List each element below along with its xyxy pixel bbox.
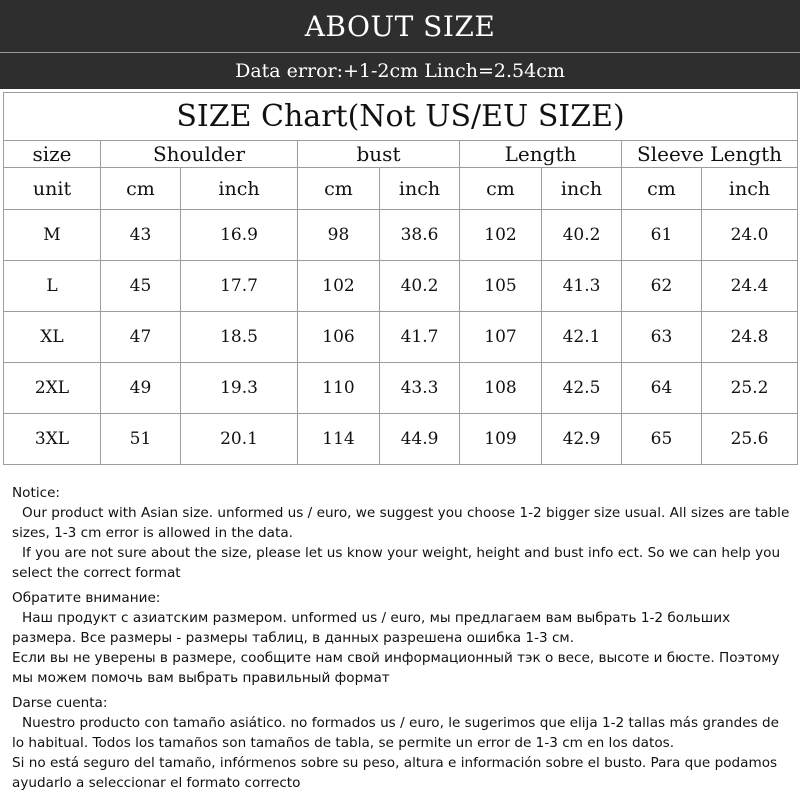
table-row: [4, 210, 798, 261]
table-cell: 42.1: [542, 312, 622, 363]
column-header-bust: bust: [298, 140, 460, 168]
table-cell: 114: [298, 414, 380, 465]
notice-text-en: Our product with Asian size. unformed us / euro, we suggest you choose 1-2 bigger size usual. All sizes are table sizes, 1-3 cm error is allowed in the data.: [12, 505, 790, 541]
table-cell: 62: [622, 261, 702, 312]
notice-section: [12, 483, 792, 793]
table-cell: 45: [101, 261, 181, 312]
unit-row: [4, 168, 798, 210]
notice-heading-ru: Обратите внимание:: [12, 590, 161, 606]
table-cell: 20.1: [181, 414, 298, 465]
notice-text-ru: Наш продукт с азиатским размером. unformed us / euro, мы предлагаем вам выбрать 1-2 больших размера. Все размеры - размеры таблиц, в данных разрешена ошибка 1-3 см.: [12, 610, 731, 646]
unit-cell: cm: [298, 168, 380, 210]
table-cell: 43: [101, 210, 181, 261]
table-cell: 107: [460, 312, 542, 363]
notice-text-ru: Если вы не уверены в размере, сообщите нам свой информационный тэк о весе, высоте и бюсте. Поэтому мы можем помочь вам выбрать правильный формат: [12, 650, 780, 686]
table-cell: 17.7: [181, 261, 298, 312]
table-cell: 25.6: [702, 414, 798, 465]
unit-cell: cm: [101, 168, 181, 210]
table-cell: 43.3: [380, 363, 460, 414]
notice-text-es: Nuestro producto con tamaño asiático. no formados us / euro, le sugerimos que elija 1-2 tallas más grandes de lo habitual. Todos los tamaños son tamaños de tabla, se permite un error de 1-3 cm en los datos.: [12, 715, 779, 751]
table-cell: 61: [622, 210, 702, 261]
header-row: [4, 140, 798, 168]
table-cell: 98: [298, 210, 380, 261]
table-cell: 25.2: [702, 363, 798, 414]
unit-cell: cm: [460, 168, 542, 210]
table-cell: 65: [622, 414, 702, 465]
table-cell: 19.3: [181, 363, 298, 414]
table-cell: 64: [622, 363, 702, 414]
table-cell: 102: [298, 261, 380, 312]
table-cell: 102: [460, 210, 542, 261]
table-cell: 18.5: [181, 312, 298, 363]
table-cell: 108: [460, 363, 542, 414]
table-cell: 41.3: [542, 261, 622, 312]
table-cell: 49: [101, 363, 181, 414]
table-cell: 109: [460, 414, 542, 465]
table-cell: 63: [622, 312, 702, 363]
table-cell: 40.2: [542, 210, 622, 261]
table-cell: 44.9: [380, 414, 460, 465]
size-label: XL: [4, 312, 101, 363]
table-cell: 42.9: [542, 414, 622, 465]
unit-cell: cm: [622, 168, 702, 210]
column-header-shoulder: Shoulder: [101, 140, 298, 168]
table-cell: 38.6: [380, 210, 460, 261]
table-cell: 51: [101, 414, 181, 465]
table-cell: 41.7: [380, 312, 460, 363]
unit-cell: inch: [380, 168, 460, 210]
size-label: L: [4, 261, 101, 312]
notice-heading-en: Notice:: [12, 485, 61, 501]
size-chart-title: SIZE Chart(Not US/EU SIZE): [4, 93, 798, 141]
size-label: M: [4, 210, 101, 261]
table-cell: 40.2: [380, 261, 460, 312]
column-header-size: size: [4, 140, 101, 168]
unit-label: unit: [4, 168, 101, 210]
unit-cell: inch: [702, 168, 798, 210]
column-header-sleeve-length: Sleeve Length: [622, 140, 798, 168]
notice-text-es: Si no está seguro del tamaño, infórmenos sobre su peso, altura e información sobre el busto. Para que podamos ayudarlo a seleccionar el formato correcto: [12, 755, 778, 791]
table-cell: 105: [460, 261, 542, 312]
size-label: 2XL: [4, 363, 101, 414]
table-row: [4, 414, 798, 465]
table-cell: 47: [101, 312, 181, 363]
table-cell: 106: [298, 312, 380, 363]
table-cell: 16.9: [181, 210, 298, 261]
table-row: [4, 261, 798, 312]
table-cell: 24.0: [702, 210, 798, 261]
unit-cell: inch: [181, 168, 298, 210]
unit-cell: inch: [542, 168, 622, 210]
page-title: ABOUT SIZE: [0, 0, 800, 52]
column-header-length: Length: [460, 140, 622, 168]
table-row: [4, 312, 798, 363]
table-row: [4, 363, 798, 414]
page-subtitle: Data error:+1-2cm Linch=2.54cm: [0, 53, 800, 89]
notice-heading-es: Darse cuenta:: [12, 695, 108, 711]
table-cell: 110: [298, 363, 380, 414]
size-chart-table: [3, 92, 798, 465]
table-cell: 42.5: [542, 363, 622, 414]
table-cell: 24.4: [702, 261, 798, 312]
notice-text-en: If you are not sure about the size, please let us know your weight, height and bust info ect. So we can help you select the correct format: [12, 545, 781, 581]
table-cell: 24.8: [702, 312, 798, 363]
size-label: 3XL: [4, 414, 101, 465]
